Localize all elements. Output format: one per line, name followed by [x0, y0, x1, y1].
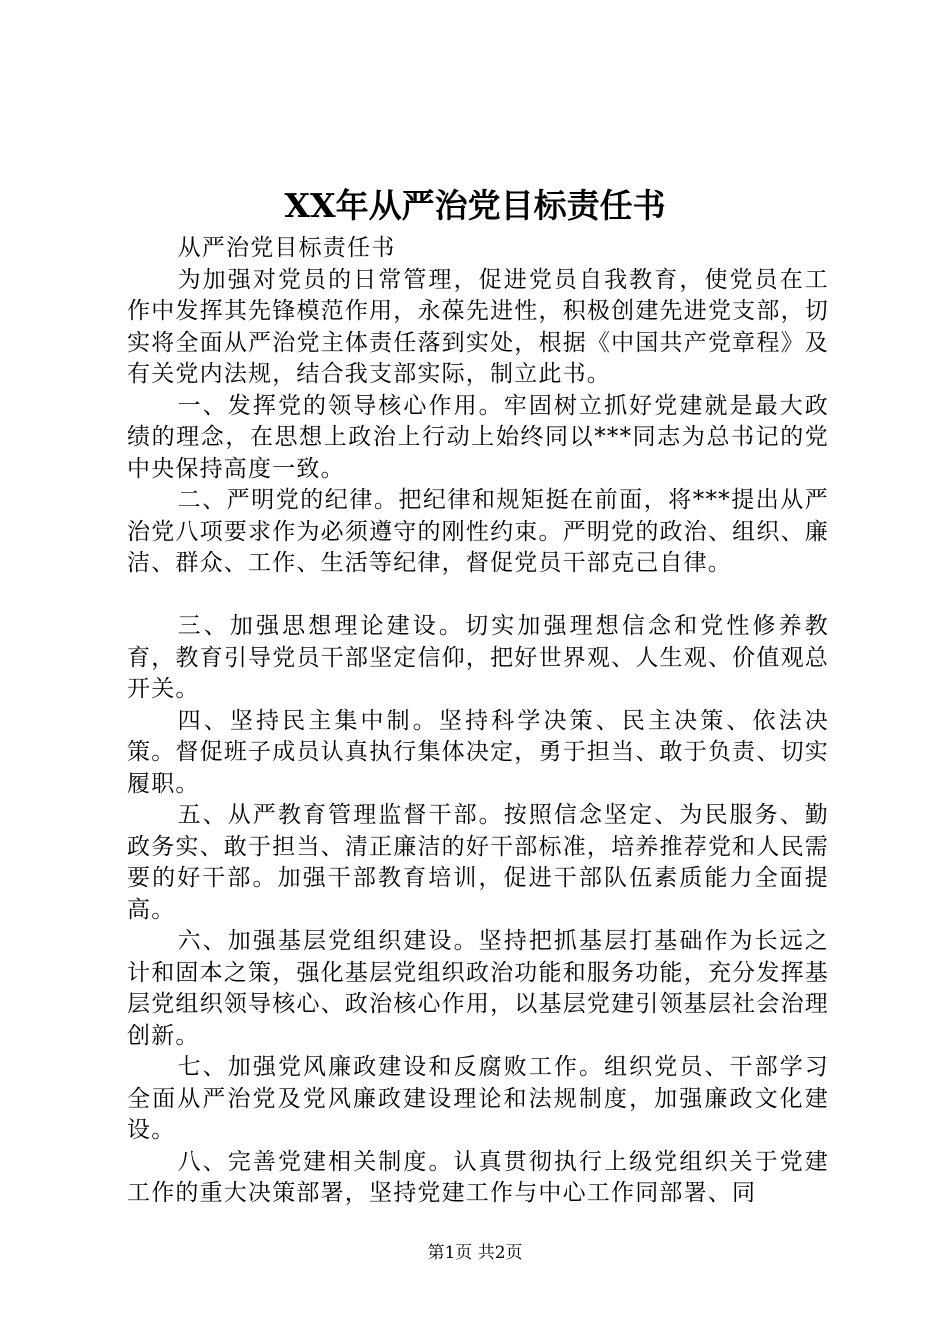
section-6-paragraph: 六、加强基层党组织建设。坚持把抓基层打基础作为长远之计和固本之策，强化基层党组织政治功能和服务功能，充分发挥基层党组织领导核心、政治核心作用，以基层党建引领基层社会治理创新。: [127, 928, 829, 1049]
intro-paragraph: 为加强对党员的日常管理，促进党员自我教育，使党员在工作中发挥其先锋模范作用，永葆先进性，积极创建先进党支部，切实将全面从严治党主体责任落到实处，根据《中国共产党章程》及有关党内法规，结合我支部实际，制立此书。: [127, 266, 829, 387]
section-5-paragraph: 五、从严教育管理监督干部。按照信念坚定、为民服务、勤政务实、敢于担当、清正廉洁的好干部标准，培养推荐党和人民需要的好干部。加强干部教育培训，促进干部队伍素质能力全面提高。: [127, 802, 829, 923]
section-3-paragraph: 三、加强思想理论建设。切实加强理想信念和党性修养教育，教育引导党员干部坚定信仰，把好世界观、人生观、价值观总开关。: [127, 613, 829, 702]
page-number-footer: 第1页 共2页: [427, 1243, 523, 1263]
document-body: [127, 233, 829, 1210]
section-4-paragraph: 四、坚持民主集中制。坚持科学决策、民主决策、依法决策。督促班子成员认真执行集体决定，勇于担当、敢于负责、切实履职。: [127, 707, 829, 797]
subtitle-paragraph: 从严治党目标责任书: [177, 235, 396, 261]
section-2-paragraph: 二、严明党的纪律。把纪律和规矩挺在前面，将***提出从严治党八项要求作为必须遵守的刚性约束。严明党的政治、组织、廉洁、群众、工作、生活等纪律，督促党员干部克己自律。: [127, 487, 829, 576]
section-8-paragraph: 八、完善党建相关制度。认真贯彻执行上级党组织关于党建工作的重大决策部署，坚持党建工作与中心工作同部署、同: [127, 1148, 829, 1206]
section-1-paragraph: 一、发挥党的领导核心作用。牢固树立抓好党建就是最大政绩的理念，在思想上政治上行动上始终同以***同志为总书记的党中央保持高度一致。: [127, 392, 829, 482]
document-title: XX年从严治党目标责任书: [284, 186, 666, 225]
section-7-paragraph: 七、加强党风廉政建设和反腐败工作。组织党员、干部学习全面从严治党及党风廉政建设理论和法规制度，加强廉政文化建设。: [127, 1054, 829, 1143]
